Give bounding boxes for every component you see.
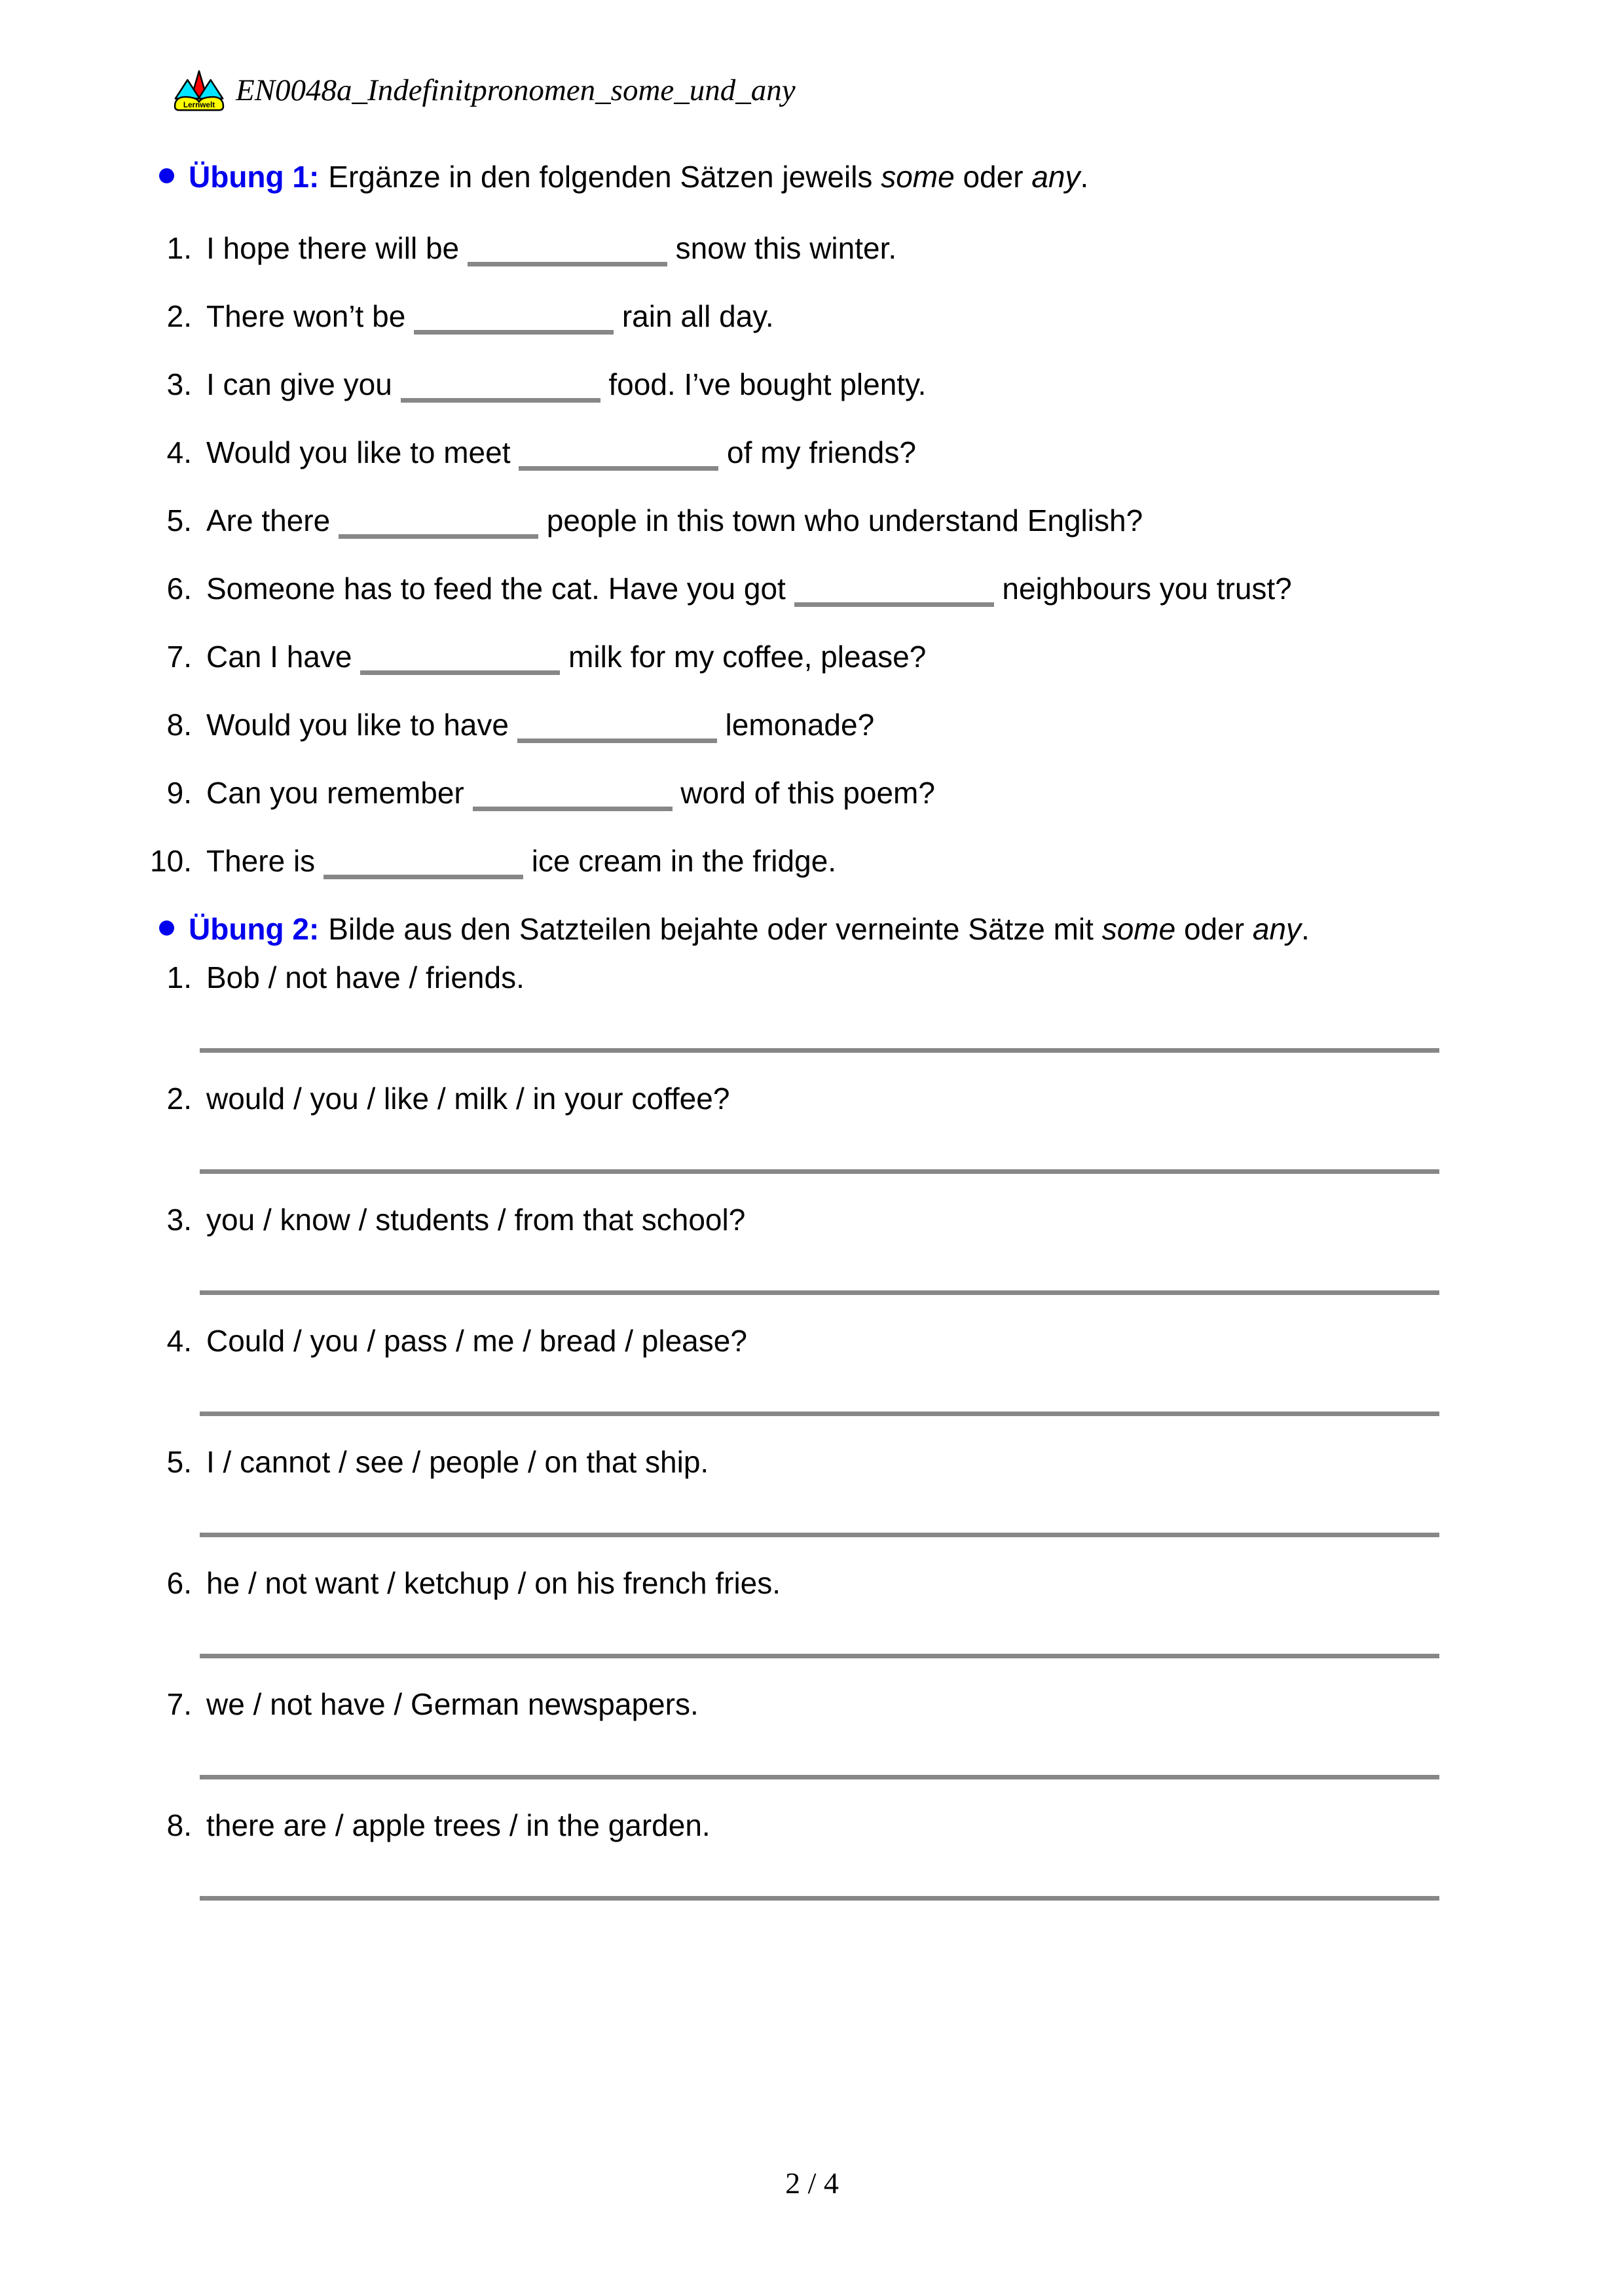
item-number: 3. [166, 1203, 192, 1237]
page-number: 2 / 4 [785, 2166, 839, 2200]
item-number: 8. [166, 708, 192, 742]
bullet-icon [159, 920, 174, 936]
fill-in-blank[interactable] [517, 719, 717, 743]
answer-line[interactable] [200, 1048, 1439, 1053]
item-number: 3. [166, 367, 192, 401]
fill-in-blank[interactable] [794, 583, 994, 607]
answer-line[interactable] [200, 1896, 1439, 1901]
item-number: 10. [150, 844, 192, 878]
u2-item [134, 1444, 1624, 1537]
exercise1-heading [134, 159, 1624, 194]
item-sentence: Could / you / pass / me / bread / please? [206, 1324, 747, 1358]
item-sentence: Can you remember word of this poem? [206, 776, 935, 810]
item-sentence: we / not have / German newspapers. [206, 1687, 699, 1721]
fill-in-blank[interactable] [339, 515, 538, 539]
logo-text: Lernwelt [183, 101, 215, 110]
u2-item [134, 1686, 1624, 1779]
u1-item [134, 299, 1624, 335]
answer-line[interactable] [200, 1169, 1439, 1174]
item-number: 7. [166, 1687, 192, 1721]
item-sentence: Would you like to meet of my friends? [206, 435, 916, 469]
fill-in-blank[interactable] [473, 787, 673, 811]
item-sentence: Bob / not have / friends. [206, 960, 525, 994]
item-sentence: Are there people in this town who understand English? [206, 503, 1143, 538]
answer-line[interactable] [200, 1533, 1439, 1537]
item-sentence: he / not want / ketchup / on his french fries. [206, 1566, 781, 1600]
exercise2-label: Übung 2: [189, 912, 320, 946]
fill-in-blank[interactable] [519, 446, 718, 471]
worksheet-content [0, 159, 1624, 1929]
u2-item [134, 1808, 1624, 1901]
answer-line[interactable] [200, 1775, 1439, 1779]
bullet-icon [159, 168, 174, 183]
item-number: 4. [166, 1324, 192, 1358]
exercise2-heading [134, 911, 1624, 947]
item-sentence: I hope there will be snow this winter. [206, 231, 897, 265]
u1-item [134, 503, 1624, 539]
u2-item [134, 1565, 1624, 1658]
lernwelt-logo-icon [172, 68, 227, 113]
u1-item [134, 435, 1624, 471]
page-header [172, 68, 796, 113]
item-number: 2. [166, 299, 192, 333]
item-number: 8. [166, 1808, 192, 1842]
u2-item [134, 1202, 1624, 1295]
u1-item [134, 707, 1624, 743]
fill-in-blank[interactable] [414, 310, 614, 335]
item-number: 6. [166, 1566, 192, 1600]
fill-in-blank[interactable] [468, 242, 667, 266]
item-sentence: Would you like to have lemonade? [206, 708, 875, 742]
item-number: 7. [166, 640, 192, 674]
item-sentence: I can give you food. I’ve bought plenty. [206, 367, 927, 401]
item-sentence: there are / apple trees / in the garden. [206, 1808, 710, 1842]
item-sentence: I / cannot / see / people / on that ship. [206, 1445, 709, 1479]
item-sentence: would / you / like / milk / in your coffee? [206, 1082, 730, 1116]
answer-line[interactable] [200, 1290, 1439, 1295]
item-sentence: Can I have milk for my coffee, please? [206, 640, 927, 674]
exercise2-instruction: Bilde aus den Satzteilen bejahte oder verneinte Sätze mit some oder any. [328, 912, 1310, 946]
u1-item [134, 775, 1624, 811]
fill-in-blank[interactable] [360, 651, 560, 675]
u1-item [134, 230, 1624, 266]
item-sentence: Someone has to feed the cat. Have you got neighbours you trust? [206, 572, 1292, 606]
item-sentence: There is ice cream in the fridge. [206, 844, 837, 878]
item-number: 1. [166, 960, 192, 994]
item-number: 9. [166, 776, 192, 810]
item-sentence: you / know / students / from that school? [206, 1203, 746, 1237]
fill-in-blank[interactable] [401, 378, 600, 403]
u1-item [134, 843, 1624, 879]
item-number: 1. [166, 231, 192, 265]
exercise1-instruction: Ergänze in den folgenden Sätzen jeweils some oder any. [328, 160, 1089, 194]
document-title: EN0048a_Indefinitpronomen_some_und_any [236, 73, 796, 107]
item-number: 4. [166, 435, 192, 469]
item-number: 2. [166, 1082, 192, 1116]
answer-line[interactable] [200, 1654, 1439, 1658]
item-number: 6. [166, 572, 192, 606]
u2-item [134, 1081, 1624, 1174]
exercise1-label: Übung 1: [189, 160, 320, 194]
answer-line[interactable] [200, 1412, 1439, 1416]
u2-item [134, 960, 1624, 1053]
fill-in-blank[interactable] [323, 855, 523, 879]
item-number: 5. [166, 1445, 192, 1479]
u2-item [134, 1323, 1624, 1416]
item-sentence: There won’t be rain all day. [206, 299, 774, 333]
u1-item [134, 639, 1624, 675]
u1-item [134, 571, 1624, 607]
item-number: 5. [166, 503, 192, 538]
u1-item [134, 367, 1624, 403]
